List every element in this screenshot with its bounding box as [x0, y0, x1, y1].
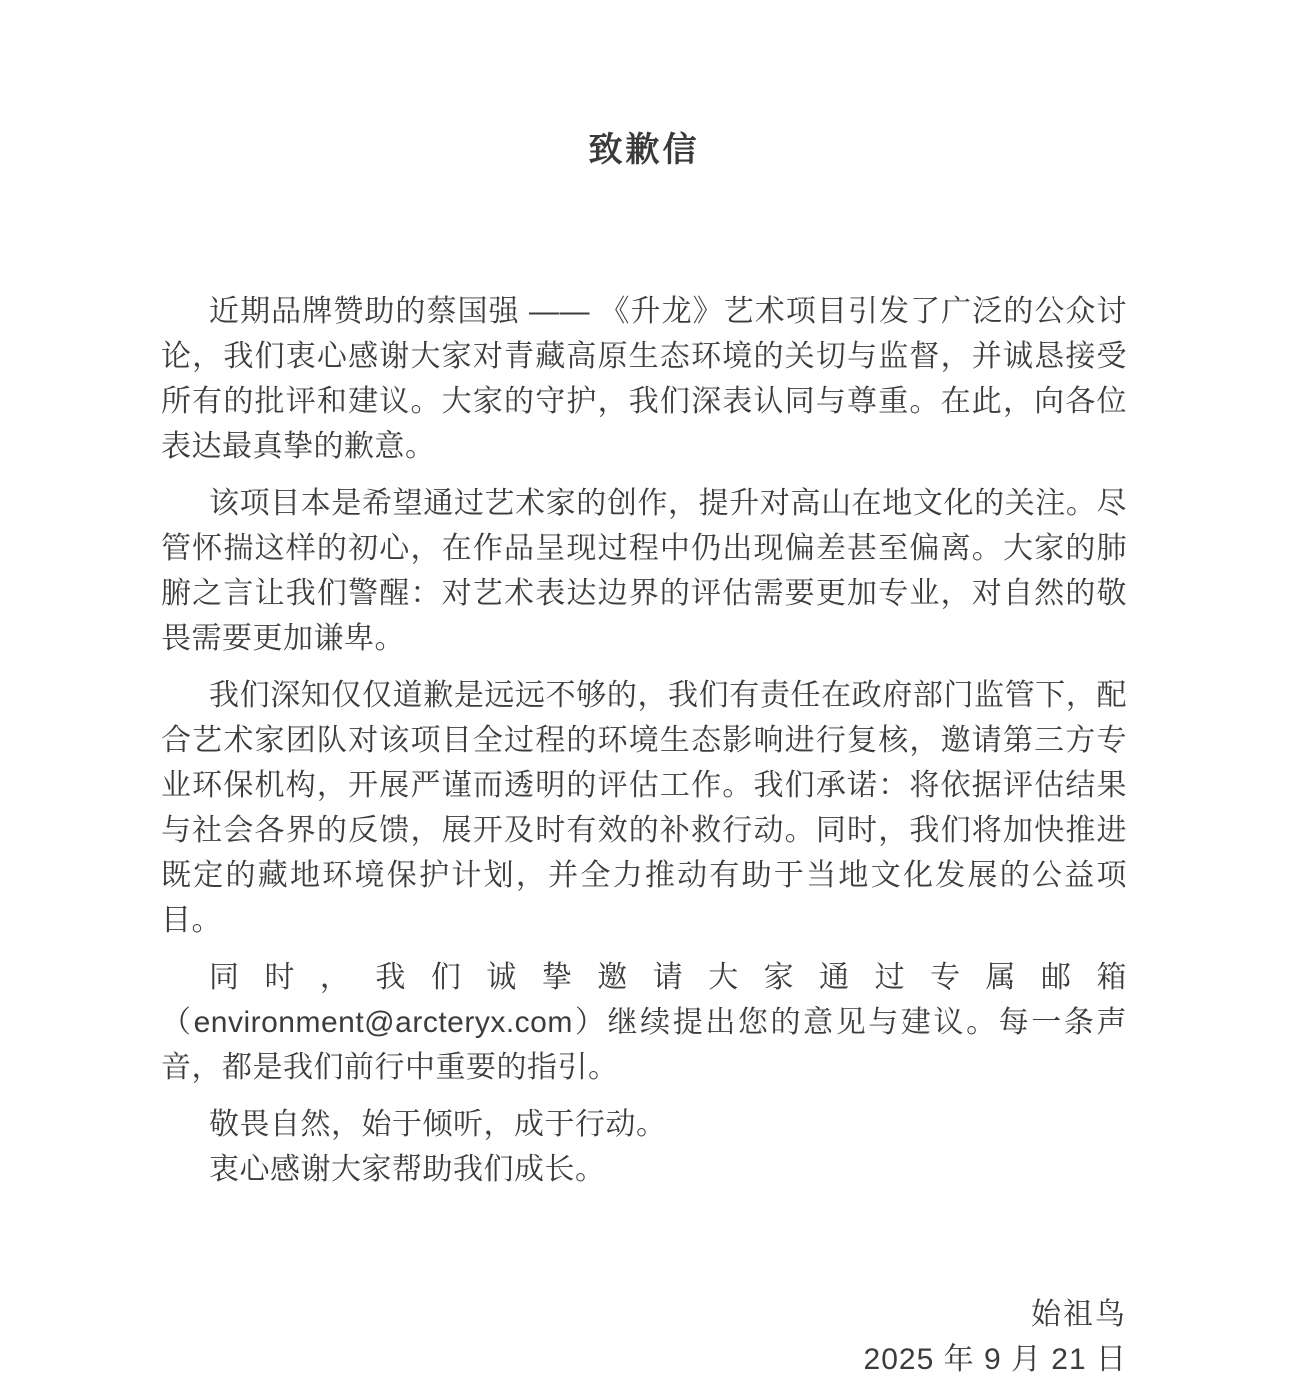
- letter-body: [161, 289, 1127, 1192]
- letter-title: 致歉信: [588, 131, 700, 169]
- letter-closing-line-2: 衷心感谢大家帮助我们成长。: [209, 1153, 606, 1186]
- letter-paragraph-intro: 近期品牌赞助的蔡国强 —— 《升龙》艺术项目引发了广泛的公众讨论，我们衷心感谢大家对青藏高原生态环境的关切与监督，并诚恳接受所有的批评和建议。大家的守护，我们深表认同与尊重。在此，向各位表达最真挚的歉意。: [161, 295, 1127, 463]
- letter-paragraph-feedback-email: 同时，我们诚挚邀请大家通过专属邮箱（environment@arcteryx.com）继续提出您的意见与建议。每一条声音，都是我们前行中重要的指引。: [161, 961, 1127, 1084]
- letter-paragraph-commitment: 我们深知仅仅道歉是远远不够的，我们有责任在政府部门监管下，配合艺术家团队对该项目全过程的环境生态影响进行复核，邀请第三方专业环保机构，开展严谨而透明的评估工作。我们承诺：将依据评估结果与社会各界的反馈，展开及时有效的补救行动。同时，我们将加快推进既定的藏地环境保护计划，并全力推动有助于当地文化发展的公益项目。: [161, 679, 1127, 937]
- signature-block: [161, 1292, 1127, 1382]
- letter-paragraph-reflection: 该项目本是希望通过艺术家的创作，提升对高山在地文化的关注。尽管怀揣这样的初心，在作品呈现过程中仍出现偏差甚至偏离。大家的肺腑之言让我们警醒：对艺术表达边界的评估需要更加专业，对自然的敬畏需要更加谦卑。: [161, 487, 1127, 655]
- letter-closing-line-1: 敬畏自然，始于倾听，成于行动。: [209, 1108, 667, 1141]
- signature-date: 2025 年 9 月 21 日: [863, 1343, 1127, 1376]
- signature-name: 始祖鸟: [1031, 1298, 1127, 1331]
